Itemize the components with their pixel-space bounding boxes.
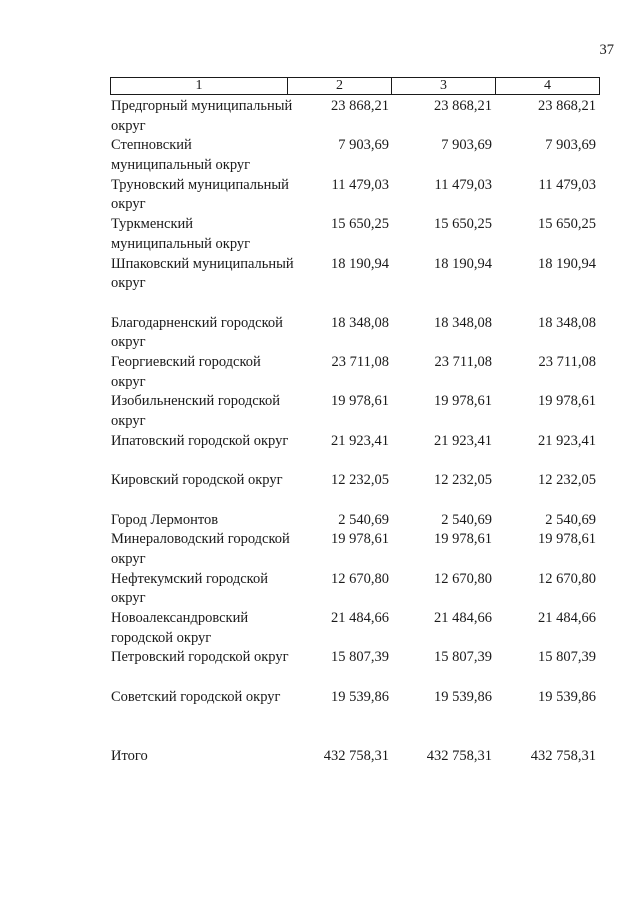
row-name: Советский городской округ [111, 688, 281, 705]
row-value-col3: 2 540,69 [441, 511, 492, 528]
row-value-col4: 11 479,03 [538, 176, 596, 193]
row-value-col4: 23 868,21 [538, 98, 596, 114]
row-value-col4: 12 670,80 [538, 570, 596, 587]
row-name: Петровский городской округ [111, 649, 289, 666]
row-value-col3: 18 190,94 [434, 255, 492, 272]
row-name: Новоалександровский городской округ [111, 610, 249, 646]
table-body [0, 97, 639, 767]
row-value-col3: 12 232,05 [434, 472, 492, 489]
table-row [0, 432, 639, 471]
row-value-col4: 18 190,94 [538, 255, 596, 272]
row-value-col3: 15 650,25 [434, 216, 492, 233]
row-value-col2: 7 903,69 [338, 137, 389, 154]
table-row [0, 609, 639, 648]
row-value-col4: 21 923,41 [538, 432, 596, 449]
row-name: Ипатовский городской округ [111, 432, 289, 449]
row-value-col2: 12 232,05 [331, 472, 389, 489]
row-value-col3: 23 711,08 [434, 354, 492, 371]
row-value-col3: 19 539,86 [434, 688, 492, 705]
total-label: Итого [111, 747, 148, 764]
header-col-2: 2 [288, 78, 392, 94]
row-value-col3: 21 923,41 [434, 432, 492, 449]
row-value-col2: 12 670,80 [331, 570, 389, 587]
row-value-col2: 11 479,03 [331, 176, 389, 193]
header-col-1: 1 [111, 78, 288, 94]
total-row [0, 747, 639, 767]
table-row [0, 511, 639, 531]
row-value-col4: 19 978,61 [538, 531, 596, 548]
row-name: Предгорный муниципальный округ [111, 98, 293, 134]
row-name: Шпаковский муниципальный округ [111, 255, 294, 292]
table-row [0, 136, 639, 175]
row-value-col4: 2 540,69 [545, 511, 596, 528]
row-value-col4: 15 650,25 [538, 216, 596, 233]
row-value-col2: 15 807,39 [331, 649, 389, 666]
row-value-col4: 19 539,86 [538, 688, 596, 705]
row-value-col2: 21 484,66 [331, 610, 389, 627]
table-row [0, 215, 639, 254]
row-value-col3: 19 978,61 [434, 531, 492, 548]
table-row [0, 353, 639, 392]
table-row [0, 570, 639, 609]
row-value-col2: 23 711,08 [331, 354, 389, 371]
row-name: Кировский городской округ [111, 472, 283, 489]
row-value-col3: 21 484,66 [434, 610, 492, 627]
row-value-col3: 19 978,61 [434, 393, 492, 410]
row-value-col2: 19 978,61 [331, 531, 389, 548]
page-number: 37 [599, 42, 614, 58]
header-col-4: 4 [544, 78, 551, 93]
row-value-col2: 21 923,41 [331, 432, 389, 449]
row-value-col4: 19 978,61 [538, 393, 596, 410]
row-value-col3: 23 868,21 [434, 98, 492, 114]
table-header [110, 77, 600, 95]
row-value-col2: 18 348,08 [331, 314, 389, 331]
row-name: Труновский муниципальный округ [111, 176, 289, 213]
row-spacer [0, 727, 639, 747]
row-value-col3: 18 348,08 [434, 314, 492, 331]
row-value-col2: 19 978,61 [331, 393, 389, 410]
row-value-col4: 21 484,66 [538, 610, 596, 627]
row-name: Изобильненский городской округ [111, 393, 280, 430]
row-name: Благодарненский городской округ [111, 314, 283, 351]
total-value-col3: 432 758,31 [426, 747, 492, 764]
table-row [0, 648, 639, 687]
row-spacer [0, 294, 639, 314]
row-name: Минераловодский городской округ [111, 531, 290, 567]
row-name: Город Лермонтов [111, 511, 219, 528]
table-row [0, 255, 639, 294]
row-value-col4: 15 807,39 [538, 649, 596, 666]
row-value-col3: 7 903,69 [441, 137, 492, 154]
row-value-col3: 15 807,39 [434, 649, 492, 666]
table-row [0, 392, 639, 431]
row-value-col4: 12 232,05 [538, 472, 596, 489]
row-value-col4: 23 711,08 [538, 354, 596, 371]
row-value-col4: 18 348,08 [538, 314, 596, 331]
table-row [0, 471, 639, 510]
row-value-col2: 19 539,86 [331, 688, 389, 705]
row-value-col2: 15 650,25 [331, 216, 389, 233]
row-value-col2: 23 868,21 [331, 98, 389, 114]
row-name: Туркменский муниципальный округ [111, 216, 251, 252]
table-row [0, 530, 639, 569]
row-value-col2: 2 540,69 [338, 511, 389, 528]
table-row [0, 314, 639, 353]
row-name: Георгиевский городской округ [111, 354, 261, 390]
header-col-3: 3 [392, 78, 496, 94]
total-value-col4: 432 758,31 [530, 747, 596, 764]
row-value-col4: 7 903,69 [545, 137, 596, 154]
table-row [0, 97, 639, 136]
row-name: Степновский муниципальный округ [111, 137, 251, 174]
total-value-col2: 432 758,31 [323, 747, 389, 764]
row-value-col2: 18 190,94 [331, 255, 389, 272]
row-value-col3: 11 479,03 [434, 176, 492, 193]
row-value-col3: 12 670,80 [434, 570, 492, 587]
table-row [0, 688, 639, 727]
row-name: Нефтекумский городской округ [111, 570, 269, 607]
table-row [0, 176, 639, 215]
